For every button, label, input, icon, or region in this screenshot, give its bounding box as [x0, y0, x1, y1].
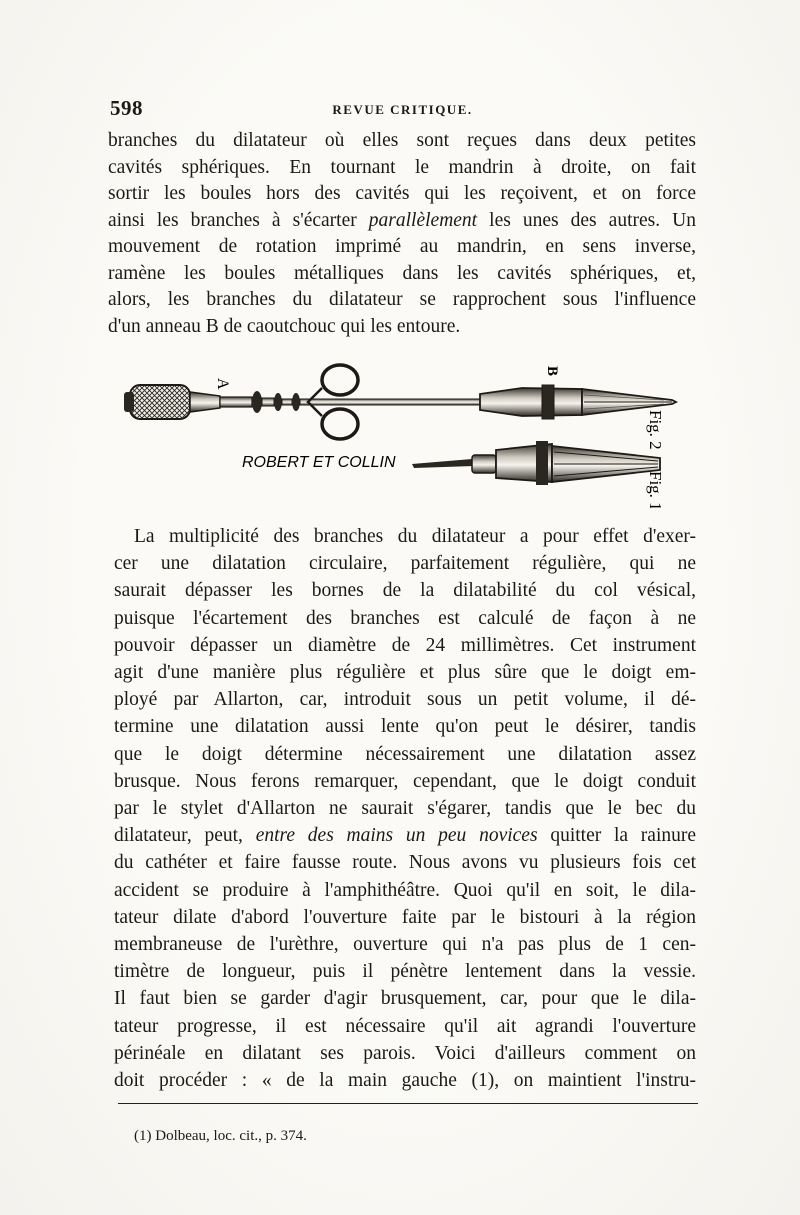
text-line: tateur dilate d'abord l'ouverture faite par le bistouri à la région: [114, 906, 696, 928]
running-header: [110, 96, 695, 122]
text-line: périnéale en dilatant ses parois. Voici d'ailleurs comment on: [114, 1042, 696, 1064]
instrument-figure: [112, 358, 702, 508]
text-line: timètre de longueur, puis il pénètre lentement dans la vessie.: [114, 961, 696, 983]
text-run: dilatateur, peut,: [114, 825, 243, 847]
fig2-label: Fig. 2: [646, 410, 665, 450]
text-line: ramène les boules métalliques dans les cavités sphériques, et,: [108, 262, 696, 284]
text-line: branches du dilatateur où elles sont reçues dans deux petites: [108, 130, 696, 151]
text-line: membraneuse de l'urèthre, ouverture qui n'a pas plus de 1 cen-: [114, 934, 696, 956]
text-line: brusque. Nous ferons remarquer, cependant, que le doigt conduit: [114, 770, 696, 792]
text-line: cavités sphériques. En tournant le mandrin à droite, on fait: [108, 156, 696, 178]
text-line: ployé par Allarton, car, introduit sous un petit volume, il dé-: [114, 689, 696, 711]
paragraph-2: [114, 523, 696, 1094]
italic-text: entre des mains un peu novices: [255, 825, 538, 847]
text-run: quitter la rainure: [550, 825, 697, 847]
text-line: doit procéder : « de la main gauche (1), on maintient l'instru-: [114, 1070, 696, 1092]
text-line: mouvement de rotation imprimé au mandrin, en sens inverse,: [108, 236, 696, 257]
text-line: que le doigt détermine nécessairement une dilatation assez: [114, 743, 696, 765]
page-number: 598: [110, 96, 143, 120]
text-line: [108, 208, 696, 235]
label-a: A: [214, 378, 231, 390]
italic-text: parallèlement: [368, 209, 478, 231]
text-line: termine une dilatation aussi lente qu'on peut le désirer, tandis: [114, 716, 696, 738]
text-line: du cathéter et faire fausse route. Nous avons vu plusieurs fois cet: [114, 852, 696, 874]
fig2-instrument: [124, 365, 676, 439]
text-line: agit d'une manière plus régulière et plus sûre que le doigt em-: [114, 662, 696, 684]
text-line: pouvoir dépasser un diamètre de 24 millimètres. Cet instrument: [114, 634, 696, 656]
text-line: puisque l'écartement des branches est calculé de façon à ne: [114, 607, 696, 629]
text-line: Il faut bien se garder d'agir brusquement, car, pour que le dila-: [114, 988, 696, 1010]
text-run: ainsi les branches à s'écarter: [108, 209, 357, 231]
text-line: accident se produire à l'amphithéâtre. Quoi qu'il en soit, le dila-: [114, 879, 696, 901]
text-line: par le stylet d'Allarton ne saurait s'égarer, tandis que le bec du: [114, 798, 696, 820]
text-line: tateur progresse, il est nécessaire qu'il ait agrandi l'ouverture: [114, 1015, 696, 1037]
text-run: les unes des autres. Un: [489, 209, 696, 231]
text-line: alors, les branches du dilatateur se rapprochent sous l'influence: [108, 289, 696, 310]
text-line: saurait dépasser les bornes de la dilatabilité du col vésical,: [114, 580, 696, 602]
maker-mark: ROBERT ET COLLIN: [242, 454, 396, 471]
footnote: (1) Dolbeau, loc. cit., p. 374.: [134, 1128, 307, 1144]
paragraph-1: [108, 128, 696, 340]
text-line: cer une dilatation circulaire, parfaitement régulière, qui ne: [114, 553, 696, 575]
label-b: B: [544, 366, 560, 377]
footnote-rule: [118, 1103, 698, 1104]
text-line: [114, 822, 696, 849]
text-line: La multiplicité des branches du dilatateur a pour effet d'exer-: [134, 526, 696, 547]
fig1-dilator-head: [412, 441, 660, 485]
running-title: REVUE CRITIQUE.: [332, 102, 473, 117]
dilator-illustration: [112, 358, 702, 508]
fig1-label: Fig. 1: [646, 471, 665, 508]
text-line: sortir les boules hors des cavités qui les reçoivent, et on force: [108, 183, 696, 204]
text-line: d'un anneau B de caoutchouc qui les entoure.: [108, 315, 461, 337]
